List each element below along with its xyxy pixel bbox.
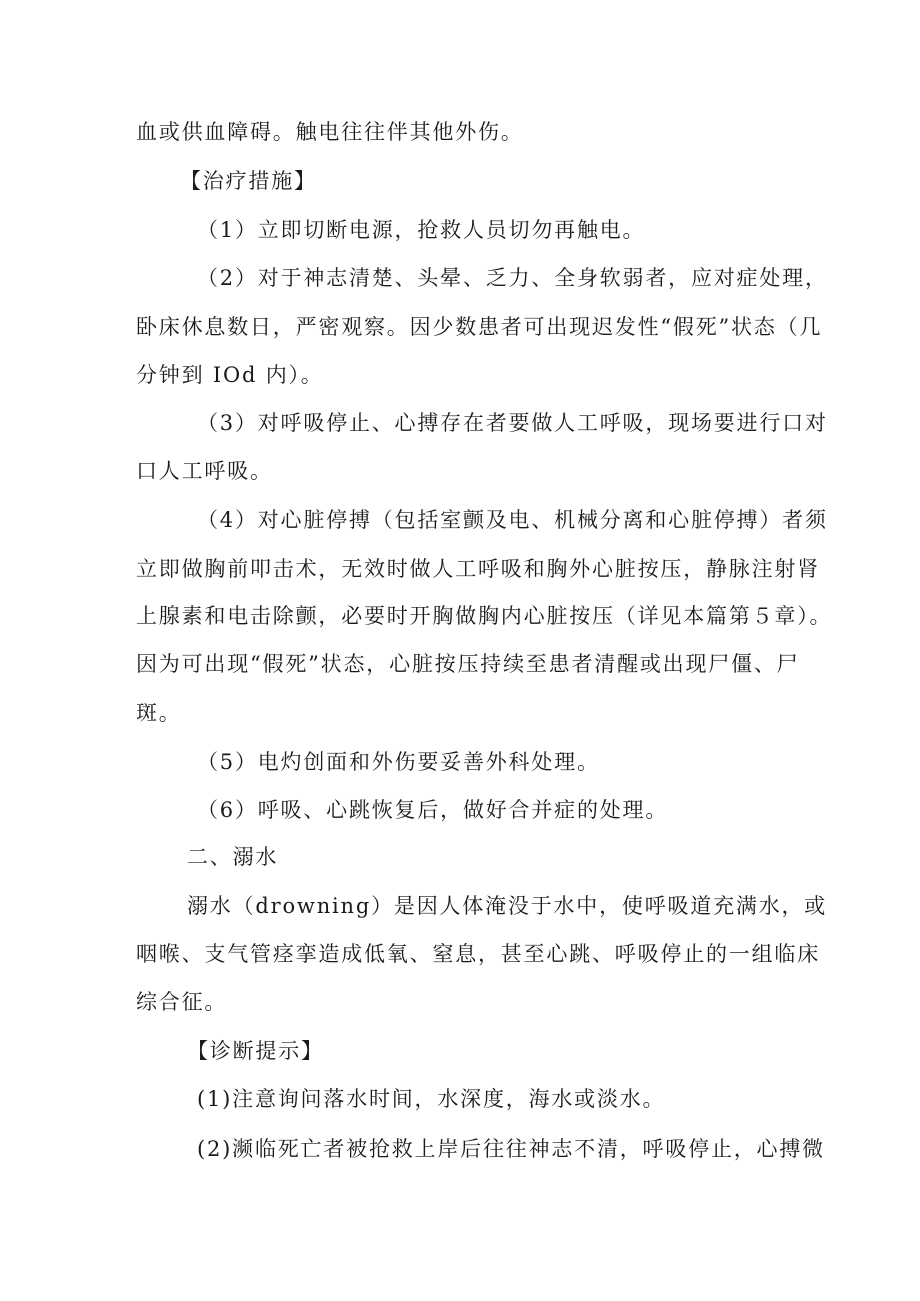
treatment-item-4-line-3: 上腺素和电击除颤，必要时开胸做胸内心脏按压（详见本篇第５章）。 <box>136 604 833 628</box>
treatment-item-5: （5）电灼创面和外伤要妥善外科处理。 <box>197 750 600 774</box>
treatment-item-1: （1）立即切断电源，抢救人员切勿再触电。 <box>197 218 646 242</box>
treatment-item-4-line-1: （4）对心脏停搏（包括室颤及电、机械分离和心脏停搏）者须 <box>197 508 828 532</box>
treatment-item-3-line-2: 口人工呼吸。 <box>136 459 273 483</box>
treatment-item-2-line-1: （2）对于神志清楚、头晕、乏力、全身软弱者，应对症处理， <box>197 266 828 290</box>
treatment-item-3-line-1: （3）对呼吸停止、心搏存在者要做人工呼吸，现场要进行口对 <box>197 411 828 435</box>
intro-tail-line: 血或供血障碍。触电往往伴其他外伤。 <box>136 120 524 144</box>
drowning-para-line-3: 综合征。 <box>136 990 228 1014</box>
treatment-item-2-line-2: 卧床休息数日，严密观察。因少数患者可出现迟发性“假死”状态（几 <box>136 315 823 339</box>
treatment-item-4-line-2: 立即做胸前叩击术，无效时做人工呼吸和胸外心脏按压，静脉注射肾 <box>136 557 820 581</box>
treatment-heading: 【治疗措施】 <box>180 169 317 193</box>
treatment-item-4-line-4: 因为可出现“假死”状态，心脏按压持续至患者清醒或出现尸僵、尸 <box>136 652 800 676</box>
diagnosis-heading: 【诊断提示】 <box>187 1039 324 1063</box>
diagnosis-item-2: (2)濒临死亡者被抢救上岸后往往神志不清，呼吸停止，心搏微 <box>197 1137 825 1161</box>
drowning-para-line-1: 溺水（drowning）是因人体淹没于水中，使呼吸道充满水，或 <box>187 894 828 918</box>
treatment-item-2-line-3: 分钟到 IOd 内）。 <box>136 363 324 387</box>
drowning-para-line-2: 咽喉、支气管痉挛造成低氧、窒息，甚至心跳、呼吸停止的一组临床 <box>136 942 820 966</box>
diagnosis-item-1: (1)注意询问落水时间，水深度，海水或淡水。 <box>197 1087 666 1111</box>
treatment-item-6: （6）呼吸、心跳恢复后，做好合并症的处理。 <box>197 798 669 822</box>
section-2-heading: 二、溺水 <box>187 845 279 869</box>
treatment-item-4-line-5: 斑。 <box>136 701 182 725</box>
